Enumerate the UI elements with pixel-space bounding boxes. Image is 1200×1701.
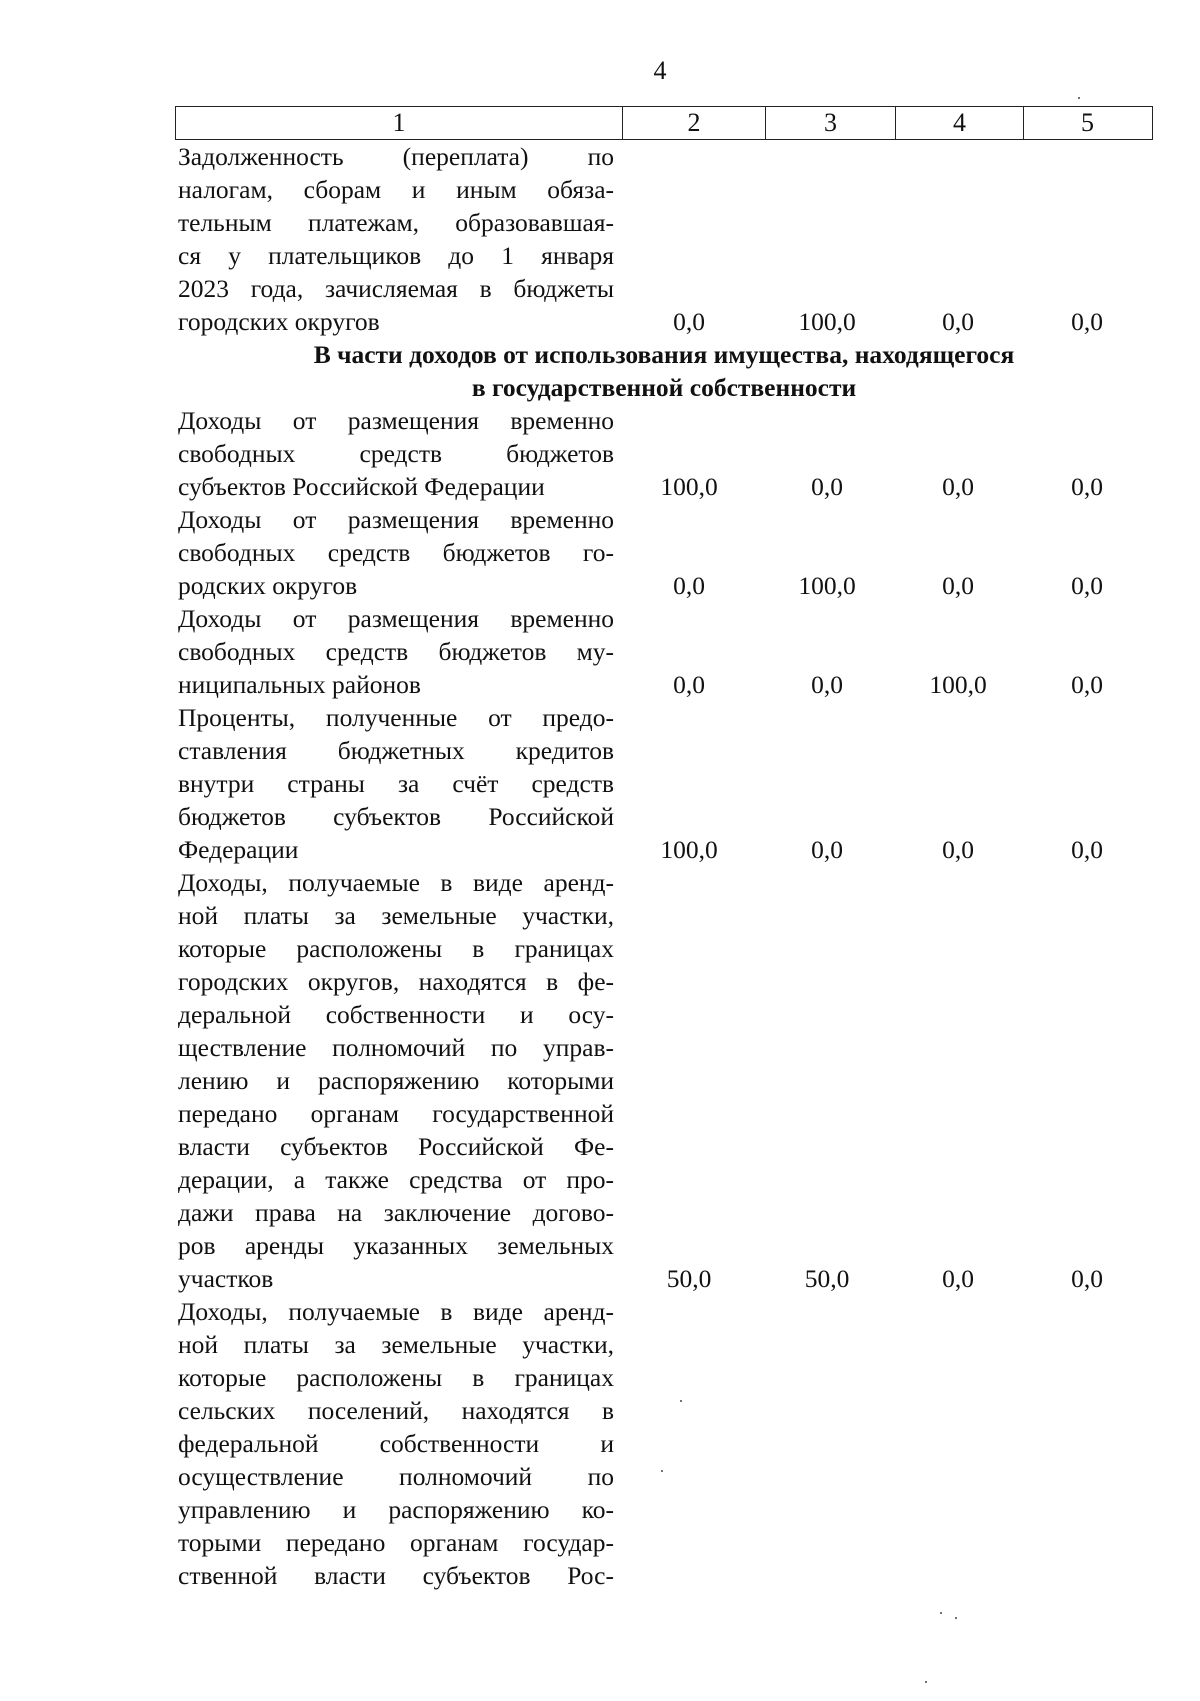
scan-speck	[940, 1612, 942, 1614]
value-col-5: 0,0	[1071, 835, 1103, 864]
value-col-3: 100,0	[798, 571, 856, 600]
text-line: ся у плательщиков до 1 января	[178, 241, 614, 270]
text-line: ставления бюджетных кредитов	[178, 736, 614, 765]
text-line: ственной власти субъектов Рос-	[178, 1561, 614, 1590]
value-col-4: 0,0	[942, 571, 974, 600]
scan-speck	[680, 1400, 682, 1402]
value-col-4: 0,0	[942, 1264, 974, 1293]
text-line: дерации, а также средства от про-	[178, 1165, 614, 1194]
text-line: власти субъектов Российской Фе-	[178, 1132, 614, 1161]
value-col-4: 100,0	[929, 670, 987, 699]
value-col-3: 0,0	[811, 835, 843, 864]
page-number: 4	[653, 56, 667, 85]
value-col-2: 0,0	[673, 571, 705, 600]
value-col-5: 0,0	[1071, 571, 1103, 600]
value-col-2: 100,0	[660, 835, 718, 864]
text-line: торыми передано органам государ-	[178, 1528, 614, 1557]
text-line: дажи права на заключение догово-	[178, 1198, 614, 1227]
table-row-description	[178, 866, 614, 1295]
value-col-4: 0,0	[942, 835, 974, 864]
value-col-3: 50,0	[804, 1264, 850, 1293]
text-line: Задолженность (переплата) по	[178, 142, 614, 171]
text-line: Проценты, полученные от предо-	[178, 703, 614, 732]
text-line: осуществление полномочий по	[178, 1462, 614, 1491]
value-col-2: 50,0	[666, 1264, 712, 1293]
text-line: свободных средств бюджетов му-	[178, 637, 614, 666]
table-header	[175, 106, 1153, 140]
section-heading-line-2: в государственной собственности	[471, 373, 857, 402]
table-row-description	[178, 140, 614, 338]
value-col-3: 100,0	[798, 307, 856, 336]
scan-speck	[1078, 97, 1080, 99]
value-col-5: 0,0	[1071, 472, 1103, 501]
value-col-2: 0,0	[673, 307, 705, 336]
text-line: которые расположены в границах	[178, 1363, 614, 1392]
value-col-5: 0,0	[1071, 307, 1103, 336]
table-row-description	[178, 1295, 614, 1592]
value-col-2: 0,0	[673, 670, 705, 699]
value-col-2: 100,0	[660, 472, 718, 501]
value-col-5: 0,0	[1071, 1264, 1103, 1293]
text-line: Доходы от размещения временно	[178, 505, 614, 534]
header-col-1: 1	[176, 107, 623, 139]
value-col-3: 0,0	[811, 472, 843, 501]
section-heading	[175, 338, 1153, 404]
text-line: Доходы, получаемые в виде аренд-	[178, 868, 614, 897]
text-line: ной платы за земельные участки,	[178, 1330, 614, 1359]
text-line: субъектов Российской Федерации	[178, 472, 545, 501]
text-line: 2023 года, зачисляемая в бюджеты	[178, 274, 614, 303]
text-line: городских округов, находятся в фе-	[178, 967, 614, 996]
text-line: бюджетов субъектов Российской	[178, 802, 614, 831]
text-line: Федерации	[178, 835, 299, 864]
header-col-4: 4	[896, 107, 1024, 139]
text-line: свободных средств бюджетов го-	[178, 538, 614, 567]
header-col-3: 3	[766, 107, 896, 139]
text-line: тельным платежам, образовавшая-	[178, 208, 614, 237]
text-line: которые расположены в границах	[178, 934, 614, 963]
text-line: сельских поселений, находятся в	[178, 1396, 614, 1425]
text-line: участков	[178, 1264, 274, 1293]
table-row-description	[178, 404, 614, 503]
text-line: Доходы, получаемые в виде аренд-	[178, 1297, 614, 1326]
scan-speck	[925, 1681, 927, 1683]
value-col-3: 0,0	[811, 670, 843, 699]
text-line: ществление полномочий по управ-	[178, 1033, 614, 1062]
text-line: внутри страны за счёт средств	[178, 769, 614, 798]
text-line: родских округов	[178, 571, 358, 600]
header-col-5: 5	[1081, 108, 1094, 137]
value-col-5: 0,0	[1071, 670, 1103, 699]
text-line: ниципальных районов	[178, 670, 421, 699]
scan-speck	[661, 1470, 663, 1472]
table-row-description	[178, 503, 614, 602]
text-line: федеральной собственности и	[178, 1429, 614, 1458]
text-line: лению и распоряжению которыми	[178, 1066, 614, 1095]
text-line: передано органам государственной	[178, 1099, 614, 1128]
value-col-4: 0,0	[942, 472, 974, 501]
section-heading-line-1: В части доходов от использования имущества, находящегося	[313, 340, 1015, 369]
text-line: деральной собственности и осу-	[178, 1000, 614, 1029]
text-line: налогам, сборам и иным обяза-	[178, 175, 614, 204]
text-line: Доходы от размещения временно	[178, 604, 614, 633]
table-row-description	[178, 602, 614, 701]
text-line: управлению и распоряжению ко-	[178, 1495, 614, 1524]
text-line: свободных средств бюджетов	[178, 439, 614, 468]
table-row-description	[178, 701, 614, 866]
text-line: городских округов	[178, 307, 380, 336]
text-line: Доходы от размещения временно	[178, 406, 614, 435]
text-line: ной платы за земельные участки,	[178, 901, 614, 930]
value-col-4: 0,0	[942, 307, 974, 336]
header-col-2: 2	[623, 107, 766, 139]
text-line: ров аренды указанных земельных	[178, 1231, 614, 1260]
scan-speck	[955, 1617, 957, 1619]
